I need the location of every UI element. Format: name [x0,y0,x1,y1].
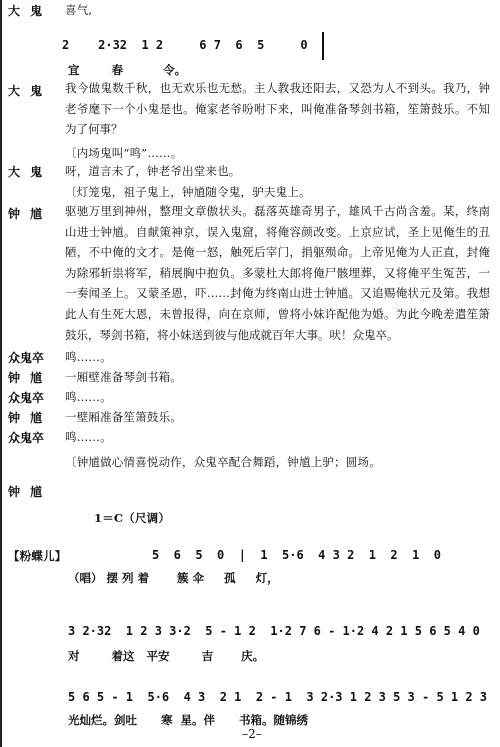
notation-row-3: 3 2·32 1 2 3 3·2 5 - 1 2 1·2 7 6 - 1·2 4 2 1 5 6 5 4 0 [68,624,480,638]
tune-label: 【粉蝶儿】 [8,549,67,563]
stage-direction: 〔钟馗做心情喜悦动作，众鬼卒配合舞蹈，钟馗上驴；圆场。 [65,455,381,469]
notation-row-1: 2 2·32 1 2 6 7 6 5 0 [62,38,308,52]
dialogue-text: 鸣……。 [65,390,112,404]
role-name: 钟 馗 [8,485,46,499]
stage-direction: 〔灯笼鬼，祖子鬼上，钟馗随令鬼，驴夫鬼上。 [65,185,311,199]
dialogue-text: 一壁厢准备笙箫鼓乐。 [65,410,182,424]
role-name: 大 鬼 [8,165,46,179]
role-name: 钟 馗 [8,207,46,221]
lyrics-row-3: 对 着这 平安 吉 庆。 [68,649,265,663]
role-name: 钟 馗 [8,411,46,425]
page-number: –2– [242,727,262,741]
dialogue-text: 鸣……。 [65,430,112,444]
role-name: 众鬼卒 [8,391,45,405]
lyrics-row-2: （唱） 摆 列 着 簇 伞 孤 灯， [68,571,279,585]
stage-direction: 〔内场鬼叫“鸣”……。 [65,146,183,160]
dialogue-text: 呀，道言未了，钟老爷出堂来也。 [65,164,241,178]
bar-line [322,32,324,60]
lyrics-row-1: 宜 春 令。 [68,63,187,77]
key-signature: 1＝C（尺调） [94,511,171,525]
dialogue-text: 一厢壁准备琴剑书箱。 [65,370,182,384]
dialogue-text: 驱驰万里到神州，整理文章傲状头。磊落英雄奇男子，雄风千古尚含羞。某，终南山进士钟馗。自献策神京，误入鬼窟，将俺容颜改变。上京应试，圣上见俺生的丑陋，不中俺的文才。是俺一怒，触死后宰门，捐躯殒命。上帝见俺为人正直，封俺为除邪斩祟将军，稍展胸中抱负。多蒙杜大郎将俺尸骸埋葬，又将俺平生冤苦，一一奏闻圣上。又蒙圣恩，吓……封俺为终南山进士钟馗。又追赐俺状元及第。我想此人有生死大恩，未曾报得，向在京师，曾将小妹许配他为婚。为此今晚差遣笙箫鼓乐，琴剑书箱，将小妹送到彼与他成就百年大事。吠！众鬼卒。 [65,204,490,342]
role-name: 大 鬼 [8,84,46,98]
dialogue-text: 我今做鬼数千秋，也无欢乐也无愁。主人教我还阳去，又恐为人不到头。我乃，钟老爷麾下一个小鬼是也。俺家老爷吩咐下来，叫俺准备琴剑书箱，笙箫鼓乐。不知为了何事？ [65,81,490,137]
dialogue-text: 鸣……。 [65,350,112,364]
lyrics-row-4: 光灿烂。剑吐 寒 星。伴 书箱。随锦绣 [68,713,309,727]
role-name: 大 鬼 [8,4,46,18]
role-name: 钟 馗 [8,371,46,385]
role-name: 众鬼卒 [8,351,45,365]
dialogue-text: 喜气, [65,3,93,17]
notation-row-2: 5 6 5 0 | 1 5·6 4 3 2 1 2 1 0 [152,548,441,562]
notation-row-4: 5 6 5 - 1 5·6 4 3 2 1 2 - 1 3 2·3 1 2 3 5 3 - 5 1 2 3 [68,690,488,704]
role-name: 众鬼卒 [8,431,45,445]
